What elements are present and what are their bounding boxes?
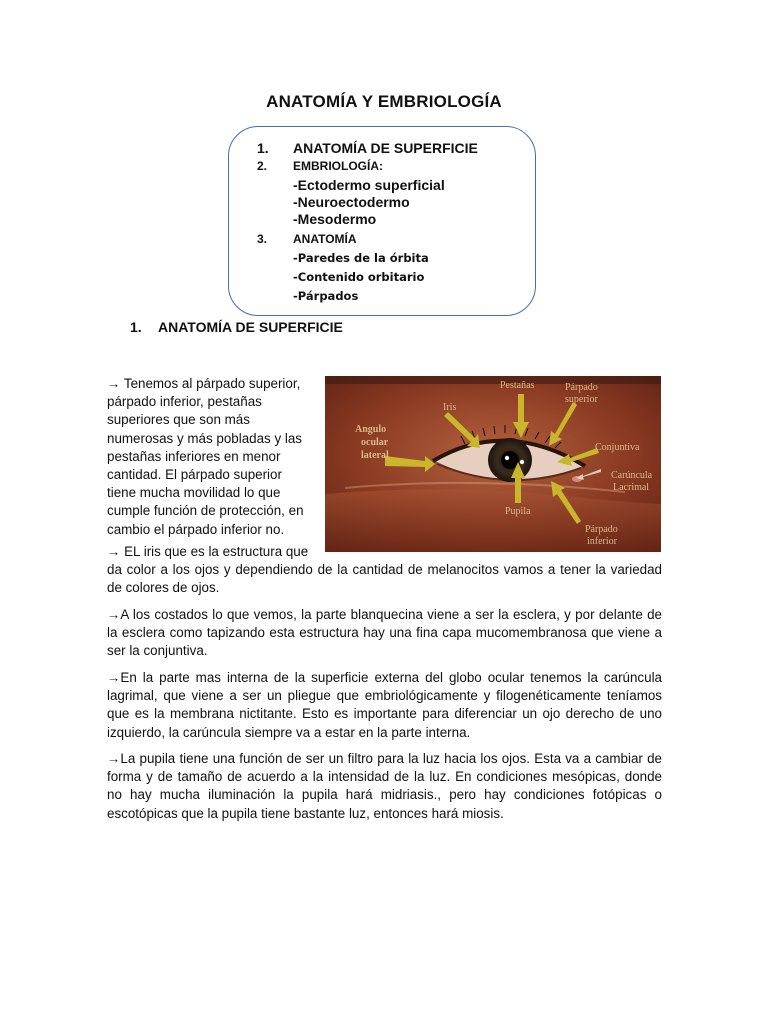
document-title: ANATOMÍA Y EMBRIOLOGÍA (266, 92, 502, 111)
label-conjuntiva: Conjuntiva (595, 442, 640, 453)
label-iris: Iris (443, 402, 457, 413)
toc-subitem-neuroectodermo: -Neuroectodermo (293, 194, 410, 210)
toc-subitem-mesodermo: -Mesodermo (293, 211, 377, 227)
toc-subitem-ectodermo: -Ectodermo superficial (293, 177, 445, 193)
label-parpado-superior-1: Párpado (565, 382, 598, 393)
label-caruncula-2: Lacrimal (613, 482, 650, 493)
eye-anatomy-illustration (325, 376, 661, 552)
paragraph-eyelids: → Tenemos al párpado superior, párpado inferior, pestañas superiores que son más numerosas y más pobladas y las pestañas inferiores en menor cantidad. El párpado superior tiene mucha movilidad lo que cumple función de protección, en cambio el párpado inferior no. (107, 376, 304, 537)
section-heading: 1. ANATOMÍA DE SUPERFICIE (130, 319, 343, 335)
label-parpado-inferior-2: inferior (587, 536, 617, 547)
toc-item-2: 2. EMBRIOLOGÍA: (257, 159, 383, 173)
label-angulo-3: lateral (361, 450, 389, 461)
toc-subitem-paredes: -Paredes de la órbita (293, 251, 429, 265)
paragraph-iris: → EL iris que es la estructura que da color a los ojos y dependiendo de la cantidad de melanocitos vamos a tener la variedad de colores de ojos. (107, 544, 662, 596)
label-caruncula-1: Carúncula (611, 470, 653, 481)
label-pestanas: Pestañas (500, 380, 535, 391)
label-parpado-superior-2: superior (565, 394, 598, 405)
table-of-contents-box (228, 126, 536, 316)
label-angulo-1: Angulo (355, 424, 387, 435)
paragraph-pupila: →La pupila tiene una función de ser un filtro para la luz hacia los ojos. Esta va a cambiar de forma y de tamaño de acuerdo a la intensidad de la luz. En condiciones mesópicas, donde no hay mucha iluminación la pupila hará midriasis., pero hay condiciones fotópicas o escotópicas que la pupila tiene bastante luz, entonces hará miosis. (107, 751, 662, 821)
toc-item-3: 3. ANATOMÍA (257, 232, 357, 246)
toc-item-1: 1. ANATOMÍA DE SUPERFICIE (257, 140, 478, 156)
paragraph-esclera: →A los costados lo que vemos, la parte blanquecina viene a ser la esclera, y por delante de la esclera como tapizando esta estructura hay una fina capa mucomembranosa que viene a ser la conjuntiva. (107, 607, 662, 659)
eye-anatomy-figure (325, 376, 661, 552)
label-parpado-inferior-1: Párpado (585, 524, 618, 535)
label-angulo-2: ocular (361, 437, 389, 448)
toc-subitem-parpados: -Párpados (293, 289, 359, 303)
label-pupila: Pupila (505, 506, 531, 517)
toc-subitem-contenido: -Contenido orbitario (293, 270, 425, 284)
paragraph-caruncula: →En la parte mas interna de la superficie externa del globo ocular tenemos la carúncula lagrimal, que viene a ser un pliegue que embriológicamente y filogenéticamente teníamos que es la membrana nictitante. Esto es importante para diferenciar un ojo derecho de uno izquierdo, la carúncula siempre va a estar en la parte interna. (107, 670, 662, 740)
